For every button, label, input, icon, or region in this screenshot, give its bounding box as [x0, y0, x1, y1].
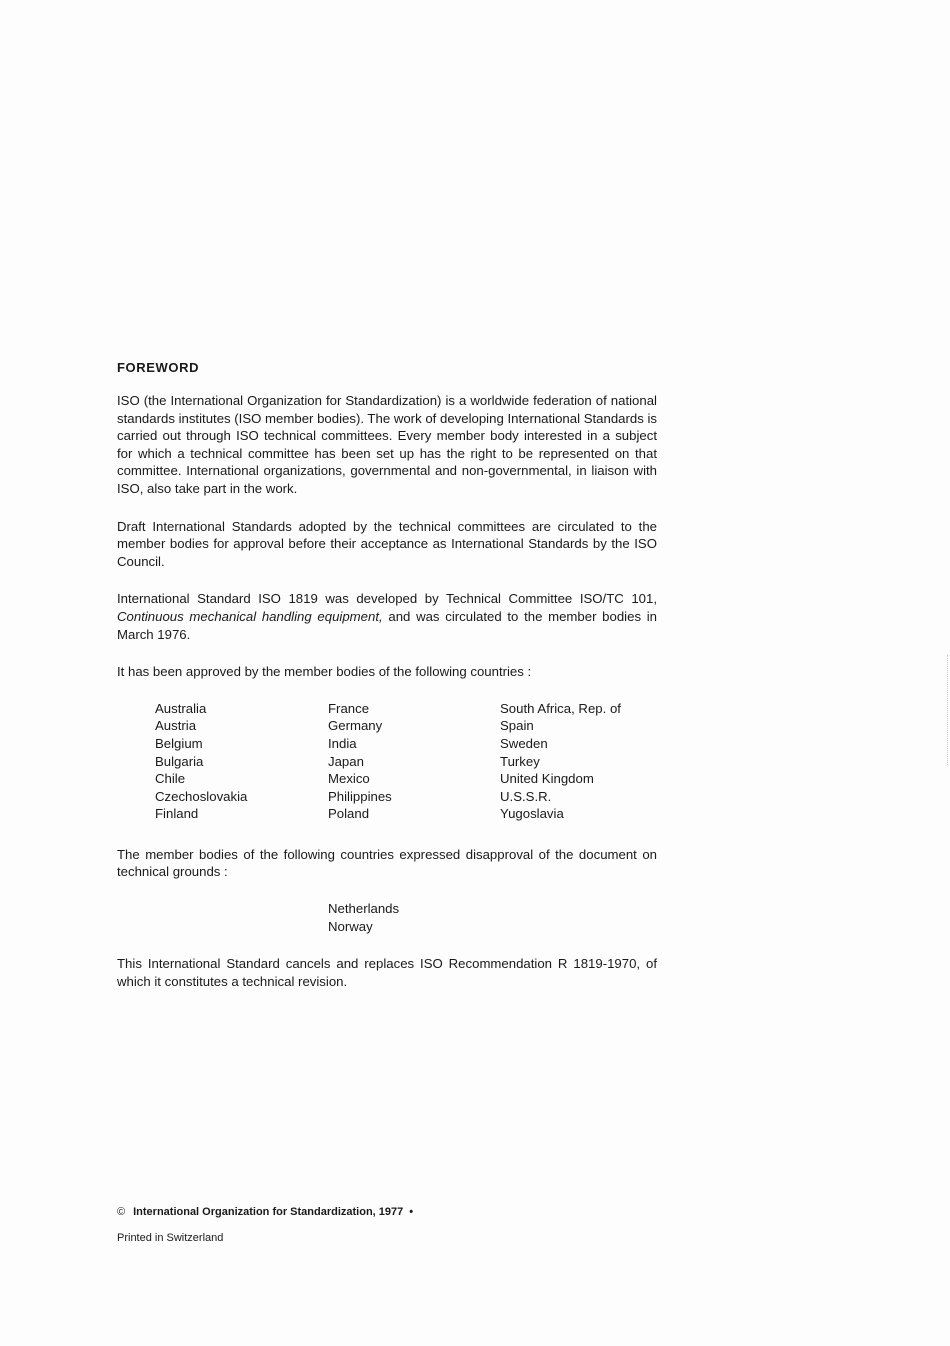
copyright-text: International Organization for Standardization, 1977 [133, 1206, 404, 1218]
country-name: Turkey [500, 753, 540, 769]
country-name: India [328, 735, 357, 751]
country-name: Netherlands [328, 901, 400, 917]
foreword-heading: FOREWORD [117, 360, 200, 375]
foreword-paragraph-iso: ISO (the International Organization for Standardization) is a worldwide federation of national standards institutes (ISO member bodies). The work of developing International Standards is carried out through ISO technical committees. Every member body interested in a subject for which a technical committee has been set up has the right to be represented on that committee. International organizations, governmental and non-governmental, in liaison with ISO, also take part in the work. [117, 393, 657, 496]
replacement-note: This International Standard cancels and replaces ISO Recommendation R 1819-1970, of which it constitutes a technical revision. [117, 956, 657, 989]
country-name: Philippines [328, 788, 392, 804]
country-name: Czechoslovakia [155, 788, 248, 804]
country-name: Chile [155, 771, 186, 787]
country-name: Spain [500, 718, 534, 734]
country-name: Austria [155, 718, 197, 734]
committee-title: Continuous mechanical handling equipment, [117, 608, 383, 624]
country-name: U.S.S.R. [500, 788, 552, 804]
page-footer [117, 1206, 413, 1244]
approving-countries-column-1 [155, 700, 328, 823]
approving-countries-column-2 [328, 700, 500, 823]
approval-intro: It has been approved by the member bodies of the following countries : [117, 664, 532, 680]
country-name: Finland [155, 806, 199, 822]
country-name: France [328, 700, 370, 716]
country-name: Japan [328, 753, 364, 769]
disapproving-countries-list [328, 900, 657, 935]
country-name: Poland [328, 806, 370, 822]
country-name: Norway [328, 918, 373, 934]
foreword-paragraph-drafts: Draft International Standards adopted by the technical committees are circulated to the member bodies for approval before their acceptance as International Standards by the ISO Council. [117, 518, 657, 569]
development-text-end: and was circulated to the member bodies in March 1976. [117, 608, 657, 642]
approving-countries-table [155, 700, 657, 823]
bullet-mark: • [409, 1206, 414, 1218]
foreword-section [117, 360, 657, 1010]
country-name: Mexico [328, 771, 370, 787]
country-name: Belgium [155, 735, 203, 751]
country-name: Germany [328, 718, 383, 734]
foreword-paragraph-development [117, 590, 657, 643]
copyright-line [117, 1206, 413, 1218]
country-name: Bulgaria [155, 753, 204, 769]
disapproval-intro: The member bodies of the following countries expressed disapproval of the document on technical grounds : [117, 846, 657, 880]
country-name: Australia [155, 700, 207, 716]
printed-location: Printed in Switzerland [117, 1232, 224, 1244]
country-name: Yugoslavia [500, 806, 564, 822]
country-name: United Kingdom [500, 771, 594, 787]
country-name: Sweden [500, 735, 548, 751]
development-text-start: International Standard ISO 1819 was developed by Technical Committee ISO/TC 101, [117, 591, 657, 607]
approving-countries-column-3 [500, 700, 700, 823]
copyright-symbol: © [117, 1206, 126, 1218]
country-name: South Africa, Rep. of [500, 700, 621, 716]
